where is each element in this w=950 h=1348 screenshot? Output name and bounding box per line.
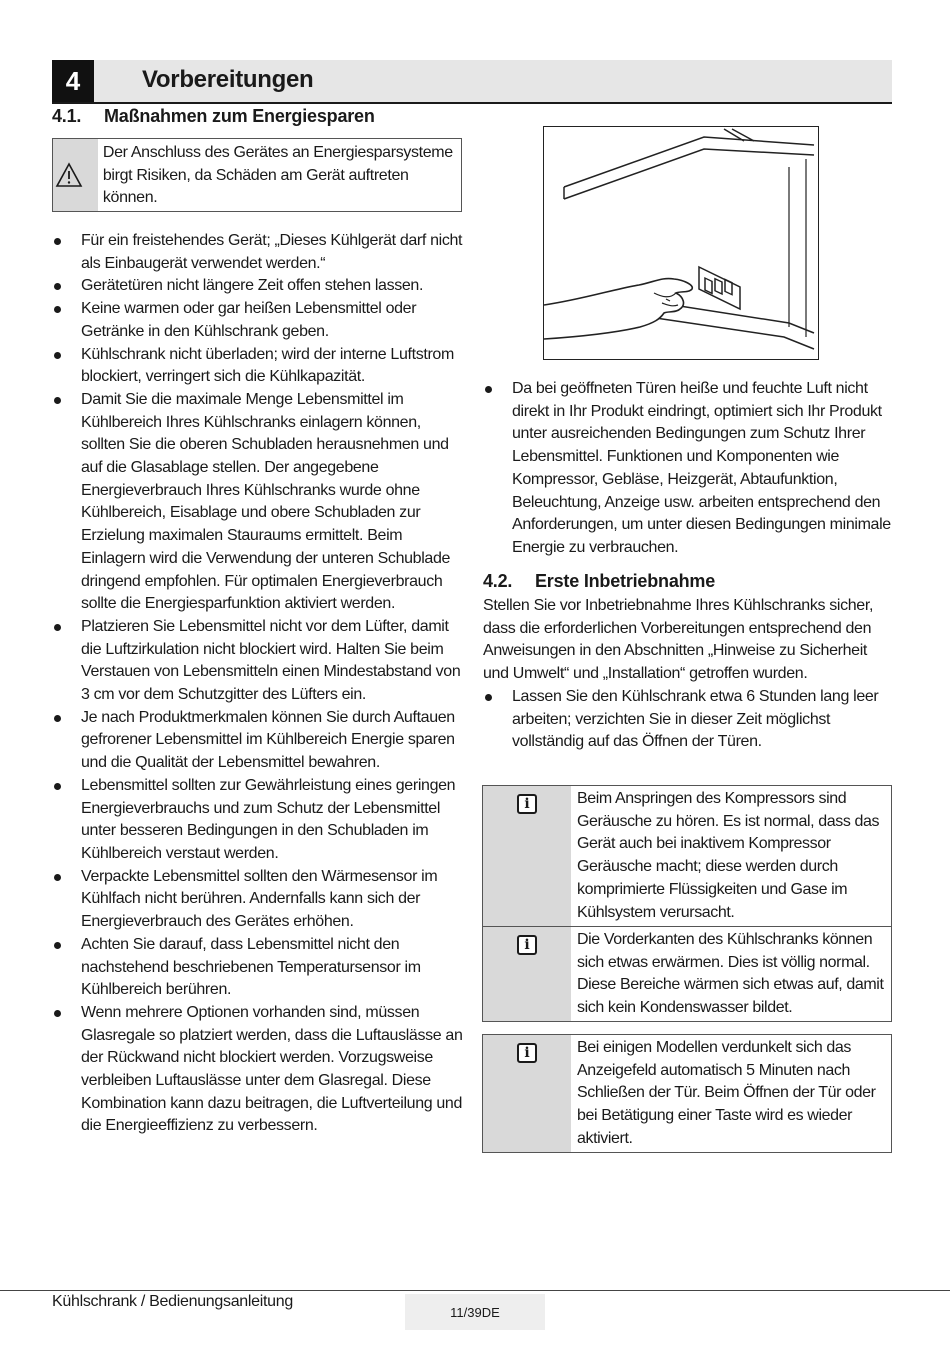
list-item: Platzieren Sie Lebensmittel nicht vor dem Lüfter, damit die Luftzirkulation nicht blockiert wird. Halten Sie beim Verstauen von Lebensmitteln einen Mindestabstand von 3 cm vor dem Schutzgitter des Lüfters ein. bbox=[52, 616, 464, 707]
info-text: Die Vorderkanten des Kühlschranks können sich etwas erwärmen. Dies ist völlig normal. Diese Bereiche wärmen sich etwas auf, damit sich kein Kondenswasser bildet. bbox=[577, 931, 884, 1017]
warning-box bbox=[52, 138, 462, 212]
list-item: Damit Sie die maximale Menge Lebensmittel im Kühlbereich Ihres Kühlschranks einlagern können, sollten Sie die oberen Schubladen herausnehmen und auf die Glasablage stellen. Der angegebene Energieverbrauch Ihres Kühlschranks wurde ohne Kühlbereich, Eisablage und obere Schubladen zur Erzielung maximalen Stauraums ermittelt. Beim Einlagern wird die Verwendung der unteren Schublade dringend empfohlen. Für optimalen Energieverbrauch sollte die Energiesparfunktion aktiviert werden. bbox=[52, 389, 464, 616]
footer-title: Kühlschrank / Bedienungsanleitung bbox=[52, 1293, 293, 1310]
list-item: Je nach Produktmerkmalen können Sie durch Auftauen gefrorener Lebensmittel im Kühlbereich Energie sparen und die Qualität der Lebensmittel bewahren. bbox=[52, 707, 464, 775]
info-icon: i bbox=[517, 794, 537, 814]
chapter-header bbox=[52, 60, 892, 104]
hand-pressing-button-image bbox=[544, 127, 817, 358]
info-box-front-edges bbox=[482, 926, 892, 1022]
info-icon: i bbox=[517, 1043, 537, 1063]
info-icon: i bbox=[517, 935, 537, 955]
first-use-intro: Stellen Sie vor Inbetriebnahme Ihres Kühlschranks sicher, dass die erforderlichen Vorbereitungen entsprechend den Anweisungen in den Abschnitten „Hinweise zu Sicherheit und Umwelt“ und „Installation“ getroffen wurden. bbox=[483, 597, 874, 683]
list-item: Keine warmen oder gar heißen Lebensmittel oder Getränke in den Kühlschrank geben. bbox=[52, 298, 464, 343]
list-item: Wenn mehrere Optionen vorhanden sind, müssen Glasregale so platziert werden, dass die Luftauslässe an der Rückwand nicht blockiert werden. Vorzugsweise verbleiben Luftauslässe unter dem Glasregal. Diese Kombination kann dazu beitragen, die Luftverteilung und die Energieeffizienz zu verbessern. bbox=[52, 1002, 464, 1138]
page-number: 11/39DE bbox=[405, 1294, 545, 1330]
first-use-section bbox=[483, 595, 893, 754]
footer-divider bbox=[0, 1290, 950, 1291]
list-item: Achten Sie darauf, dass Lebensmittel nicht den nachstehend beschriebenen Temperatursensor im Kühlbereich berühren. bbox=[52, 934, 464, 1002]
list-item: Gerätetüren nicht längere Zeit offen stehen lassen. bbox=[52, 275, 464, 298]
list-item: Da bei geöffneten Türen heiße und feuchte Luft nicht direkt in Ihr Produkt eindringt, optimiert sich Ihr Produkt unter ausreichenden Bedingungen zum Schutz Ihrer Lebensmittel. Funktionen und Komponenten wie Kompressor, Gebläse, Heizgerät, Abtaufunktion, Beleuchtung, Anzeige usw. arbeiten entsprechend den Anforderungen, um unter diesen Bedingungen minimale Energie zu verbrauchen. bbox=[483, 378, 893, 560]
energy-tips-list bbox=[52, 230, 464, 1138]
warning-text: Der Anschluss des Gerätes an Energiesparsysteme birgt Risiken, da Schäden am Gerät auftreten können. bbox=[102, 144, 453, 207]
list-item: Verpackte Lebensmittel sollten den Wärmesensor im Kühlfach nicht berühren. Andernfalls kann sich der Energieverbrauch des Gerätes erhöhen. bbox=[52, 866, 464, 934]
chapter-title: Vorbereitungen bbox=[142, 66, 314, 93]
info-text: Bei einigen Modellen verdunkelt sich das Anzeigefeld automatisch 5 Minuten nach Schließen der Tür. Beim Öffnen der Tür oder bei Betätigung einer Taste wird es wieder aktiviert. bbox=[577, 1039, 876, 1147]
warning-triangle-icon bbox=[55, 162, 83, 188]
list-item: Kühlschrank nicht überladen; wird der interne Luftstrom blockiert, verringert sich die Kühlkapazität. bbox=[52, 344, 464, 389]
warning-icon-cell bbox=[53, 139, 98, 211]
section-heading-4-2 bbox=[483, 571, 715, 592]
info-text: Beim Anspringen des Kompressors sind Geräusche zu hören. Es ist normal, dass das Gerät auch bei inaktivem Kompressor Geräusche macht; diese werden durch komprimierte Flüssigkeiten und Gase im Kühlsystem verursacht. bbox=[577, 790, 880, 921]
list-item: Für ein freistehendes Gerät; „Dieses Kühlgerät darf nicht als Einbaugerät verwendet werden.“ bbox=[52, 230, 464, 275]
fridge-control-panel-illustration bbox=[543, 126, 819, 360]
section-title: Maßnahmen zum Energiesparen bbox=[104, 106, 375, 126]
chapter-number: 4 bbox=[52, 60, 94, 102]
info-box-compressor bbox=[482, 785, 892, 927]
section-heading-4-1 bbox=[52, 106, 375, 127]
info-box-display bbox=[482, 1034, 892, 1153]
section-number: 4.1. bbox=[52, 106, 82, 126]
doors-open-note bbox=[483, 378, 893, 560]
list-item: Lassen Sie den Kühlschrank etwa 6 Stunden lang leer arbeiten; verzichten Sie in dieser Zeit möglichst vollständig auf das Öffnen der Türen. bbox=[483, 686, 893, 754]
section-number: 4.2. bbox=[483, 571, 513, 591]
section-title: Erste Inbetriebnahme bbox=[535, 571, 716, 591]
list-item: Lebensmittel sollten zur Gewährleistung eines geringen Energieverbrauchs und zum Schutz der Lebensmittel unter besseren Bedingungen in den Schubladen im Kühlbereich verstaut werden. bbox=[52, 775, 464, 866]
